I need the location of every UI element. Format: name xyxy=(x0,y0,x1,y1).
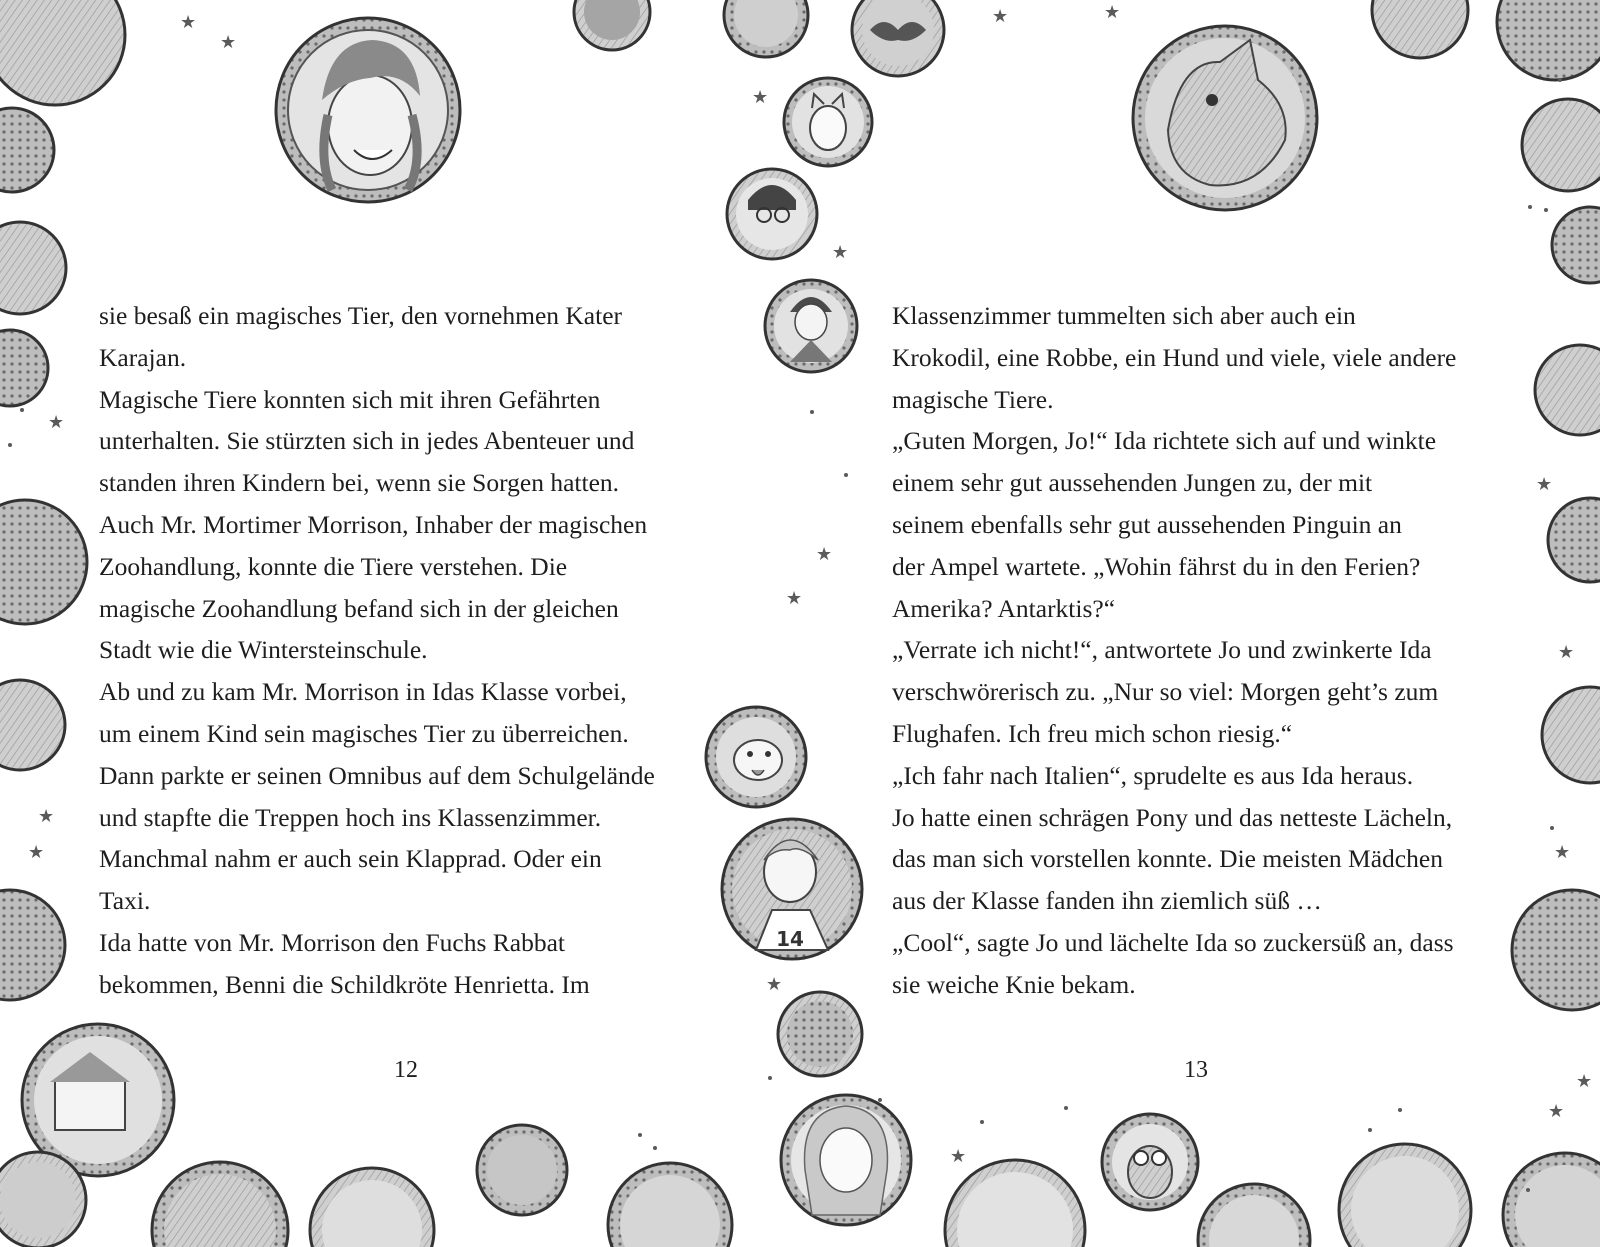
text-line: standen ihren Kindern bei, wenn sie Sorgen hatten. xyxy=(99,468,620,498)
text-line: sie besaß ein magisches Tier, den vornehmen Kater xyxy=(99,301,623,330)
text-line: seinem ebenfalls sehr gut aussehenden Pinguin an xyxy=(892,509,1402,539)
svg-text:★: ★ xyxy=(48,412,65,433)
svg-text:★: ★ xyxy=(816,544,833,565)
svg-text:★: ★ xyxy=(1554,842,1571,863)
svg-text:★: ★ xyxy=(1536,474,1553,495)
text-line: Flughafen. Ich freu mich schon riesig.“ xyxy=(892,718,1293,748)
text-line: „Cool“, sagte Jo und lächelte Ida so zuckersüß an, dass xyxy=(892,927,1454,957)
text-line: Auch Mr. Mortimer Morrison, Inhaber der magischen xyxy=(99,509,648,539)
svg-text:★: ★ xyxy=(28,842,45,863)
svg-text:★: ★ xyxy=(220,32,237,53)
svg-text:★: ★ xyxy=(38,806,55,827)
right-page xyxy=(800,0,1600,1247)
text-line: um einem Kind sein magisches Tier zu überreichen. xyxy=(99,718,629,748)
page-number-right: 13 xyxy=(1184,1057,1208,1083)
text-line: Klassenzimmer tummelten sich aber auch ein xyxy=(892,301,1356,330)
page-number-left: 12 xyxy=(394,1057,418,1083)
text-line: Karajan. xyxy=(99,342,187,372)
text-line: „Ich fahr nach Italien“, sprudelte es aus Ida heraus. xyxy=(892,760,1414,790)
svg-text:★: ★ xyxy=(786,588,803,609)
text-line: Stadt wie die Wintersteinschule. xyxy=(99,635,428,665)
svg-text:★: ★ xyxy=(752,87,769,108)
svg-text:★: ★ xyxy=(950,1146,967,1167)
text-line: Taxi. xyxy=(99,886,151,916)
text-line: der Ampel wartete. „Wohin fährst du in den Ferien? xyxy=(892,551,1421,581)
text-line: bekommen, Benni die Schildkröte Henrietta. Im xyxy=(99,969,590,999)
text-line: magische Zoohandlung befand sich in der gleichen xyxy=(99,593,619,623)
text-line: Magische Tiere konnten sich mit ihren Gefährten xyxy=(99,384,601,414)
text-line: Ida hatte von Mr. Morrison den Fuchs Rabbat xyxy=(99,927,566,957)
svg-text:★: ★ xyxy=(1558,642,1575,663)
right-page-text xyxy=(892,295,1456,1006)
svg-text:★: ★ xyxy=(1104,2,1121,23)
text-line: sie weiche Knie bekam. xyxy=(892,969,1136,999)
text-line: Zoohandlung, konnte die Tiere verstehen. Die xyxy=(99,551,568,581)
text-line: verschwörerisch zu. „Nur so viel: Morgen geht’s zum xyxy=(892,677,1439,707)
jersey-number: 14 xyxy=(776,927,804,951)
text-line: Krokodil, eine Robbe, ein Hund und viele, viele andere xyxy=(892,342,1457,372)
left-page-text xyxy=(99,295,655,1006)
svg-text:★: ★ xyxy=(1548,1101,1565,1122)
text-line: „Guten Morgen, Jo!“ Ida richtete sich auf und winkte xyxy=(892,426,1437,456)
text-line: Manchmal nahm er auch sein Klapprad. Oder ein xyxy=(99,844,602,874)
text-line: „Verrate ich nicht!“, antwortete Jo und zwinkerte Ida xyxy=(892,635,1432,665)
text-line: aus der Klasse fanden ihn ziemlich süß … xyxy=(892,886,1322,916)
text-line: Amerika? Antarktis?“ xyxy=(892,593,1116,623)
text-line: und stapfte die Treppen hoch ins Klassenzimmer. xyxy=(99,802,602,832)
svg-text:★: ★ xyxy=(180,12,197,33)
svg-text:★: ★ xyxy=(1576,1071,1593,1092)
text-line: Jo hatte einen schrägen Pony und das netteste Lächeln, xyxy=(892,802,1453,832)
svg-text:★: ★ xyxy=(992,6,1009,27)
text-line: einem sehr gut aussehenden Jungen zu, der mit xyxy=(892,468,1373,498)
text-line: das man sich vorstellen konnte. Die meisten Mädchen xyxy=(892,844,1443,874)
svg-text:★: ★ xyxy=(766,974,783,995)
text-line: magische Tiere. xyxy=(892,384,1054,414)
text-line: Ab und zu kam Mr. Morrison in Idas Klasse vorbei, xyxy=(99,677,627,707)
svg-text:★: ★ xyxy=(832,242,849,263)
text-line: unterhalten. Sie stürzten sich in jedes Abenteuer und xyxy=(99,426,635,456)
text-line: Dann parkte er seinen Omnibus auf dem Schulgelände xyxy=(99,760,655,790)
